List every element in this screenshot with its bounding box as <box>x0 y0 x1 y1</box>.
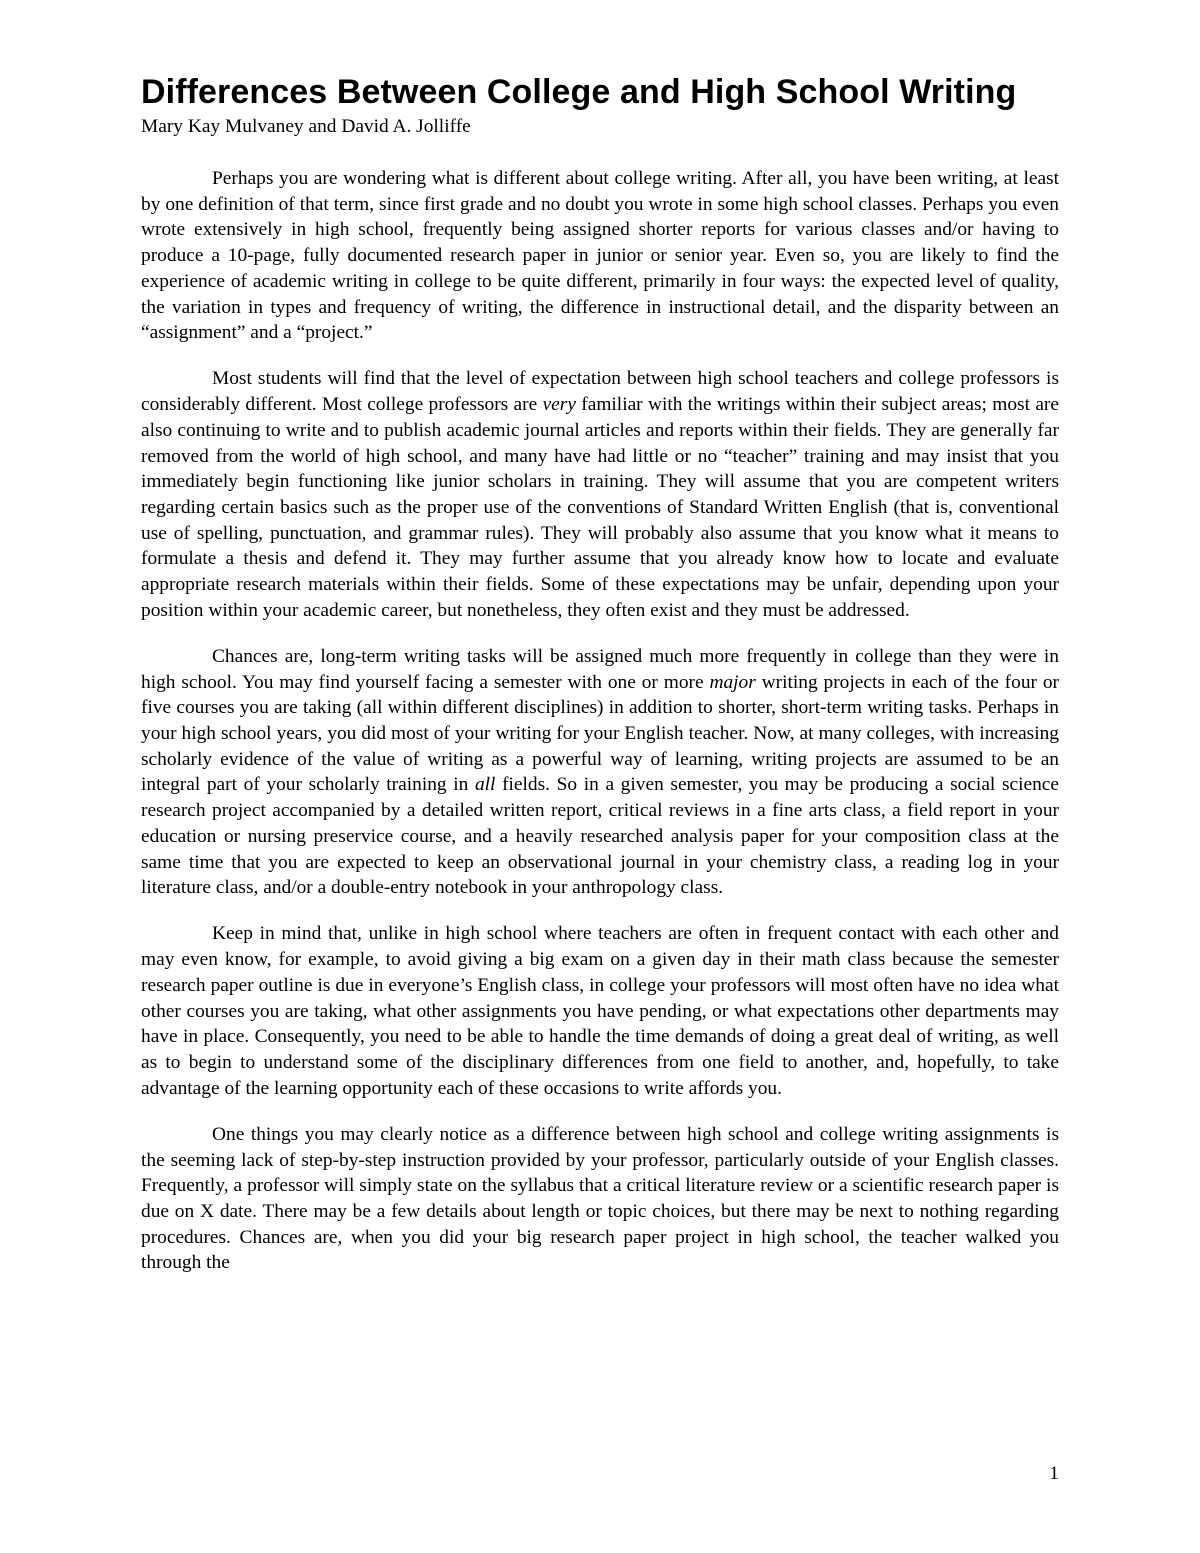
paragraph-text: Keep in mind that, unlike in high school where teachers are often in frequent contact with each other and may even know, for example, to avoid giving a big exam on a given day in their math class because the semester research paper outline is due in everyone’s English class, in college your professors will most often have no idea what other courses you are taking, what other assignments you have pending, or what expectations other departments may have in place. Consequently, you need to be able to handle the time demands of doing a great deal of writing, as well as to begin to understand some of the disciplinary differences from one field to another, and, hopefully, to take advantage of the learning opportunity each of these occasions to write affords you. <box>141 923 1059 1099</box>
document-body <box>141 166 1059 1276</box>
paragraph-text: Perhaps you are wondering what is different about college writing. After all, you have been writing, at least by one definition of that term, since first grade and no doubt you wrote in some high school classes. Perhaps you even wrote extensively in high school, frequently being assigned shorter reports for various classes and/or having to produce a 10-page, fully documented research paper in junior or senior year. Even so, you are likely to find the experience of academic writing in college to be quite different, primarily in four ways: the expected level of quality, the variation in types and frequency of writing, the difference in instructional detail, and the disparity between an “assignment” and a “project.” <box>141 168 1059 344</box>
paragraph <box>141 921 1059 1101</box>
paragraph-text: Chances are, long-term writing tasks will be assigned much more frequently in college than they were in high school. You may find yourself facing a semester with one or more <box>141 645 1059 693</box>
document-authors: Mary Kay Mulvaney and David A. Jolliffe <box>141 116 471 137</box>
paragraph <box>141 166 1059 346</box>
document-title: Differences Between College and High School Writing <box>141 73 1017 111</box>
document-page <box>141 72 1059 1297</box>
paragraph-text: Most students will find that the level of expectation between high school teachers and college professors is considerably different. Most college professors are <box>141 368 1059 416</box>
emphasized-text: very <box>542 394 576 416</box>
paragraph <box>141 1122 1059 1276</box>
paragraph <box>141 644 1059 901</box>
paragraph-text: fields. So in a given semester, you may be producing a social science research project accompanied by a detailed written report, critical reviews in a fine arts class, a field report in your education or nursing preservice course, and a heavily researched analysis paper for your composition class at the same time that you are expected to keep an observational journal in your chemistry class, a reading log in your literature class, and/or a double-entry notebook in your anthropology class. <box>141 774 1059 899</box>
page-number: 1 <box>1049 1463 1059 1484</box>
paragraph-text: familiar with the writings within their subject areas; most are also continuing to write and to publish academic journal articles and reports within their fields. They are generally far removed from the world of high school, and many have had little or no “teacher” training and may insist that you immediately begin functioning like junior scholars in training. They will assume that you are competent writers regarding certain basics such as the proper use of the conventions of Standard Written English (that is, conventional use of spelling, punctuation, and grammar rules). They will probably also assume that you know what it means to formulate a thesis and defend it. They may further assume that you already know how to locate and evaluate appropriate research materials within their fields. Some of these expectations may be unfair, depending upon your position within your academic career, but nonetheless, they often exist and they must be addressed. <box>141 394 1059 621</box>
emphasized-text: all <box>474 774 496 796</box>
paragraph-text: One things you may clearly notice as a difference between high school and college writing assignments is the seeming lack of step-by-step instruction provided by your professor, particularly outside of your English classes. Frequently, a professor will simply state on the syllabus that a critical literature review or a scientific research paper is due on X date. There may be a few details about length or topic choices, but there may be next to nothing regarding procedures. Chances are, when you did your big research paper project in high school, the teacher walked you through the <box>141 1123 1059 1274</box>
paragraph <box>141 366 1059 623</box>
emphasized-text: major <box>709 671 756 693</box>
paragraph-text: writing projects in each of the four or five courses you are taking (all within different disciplines) in addition to shorter, short-term writing tasks. Perhaps in your high school years, you did most of your writing for your English teacher. Now, at many colleges, with increasing scholarly evidence of the value of writing as a powerful way of learning, writing projects are assumed to be an integral part of your scholarly training in <box>141 671 1059 796</box>
